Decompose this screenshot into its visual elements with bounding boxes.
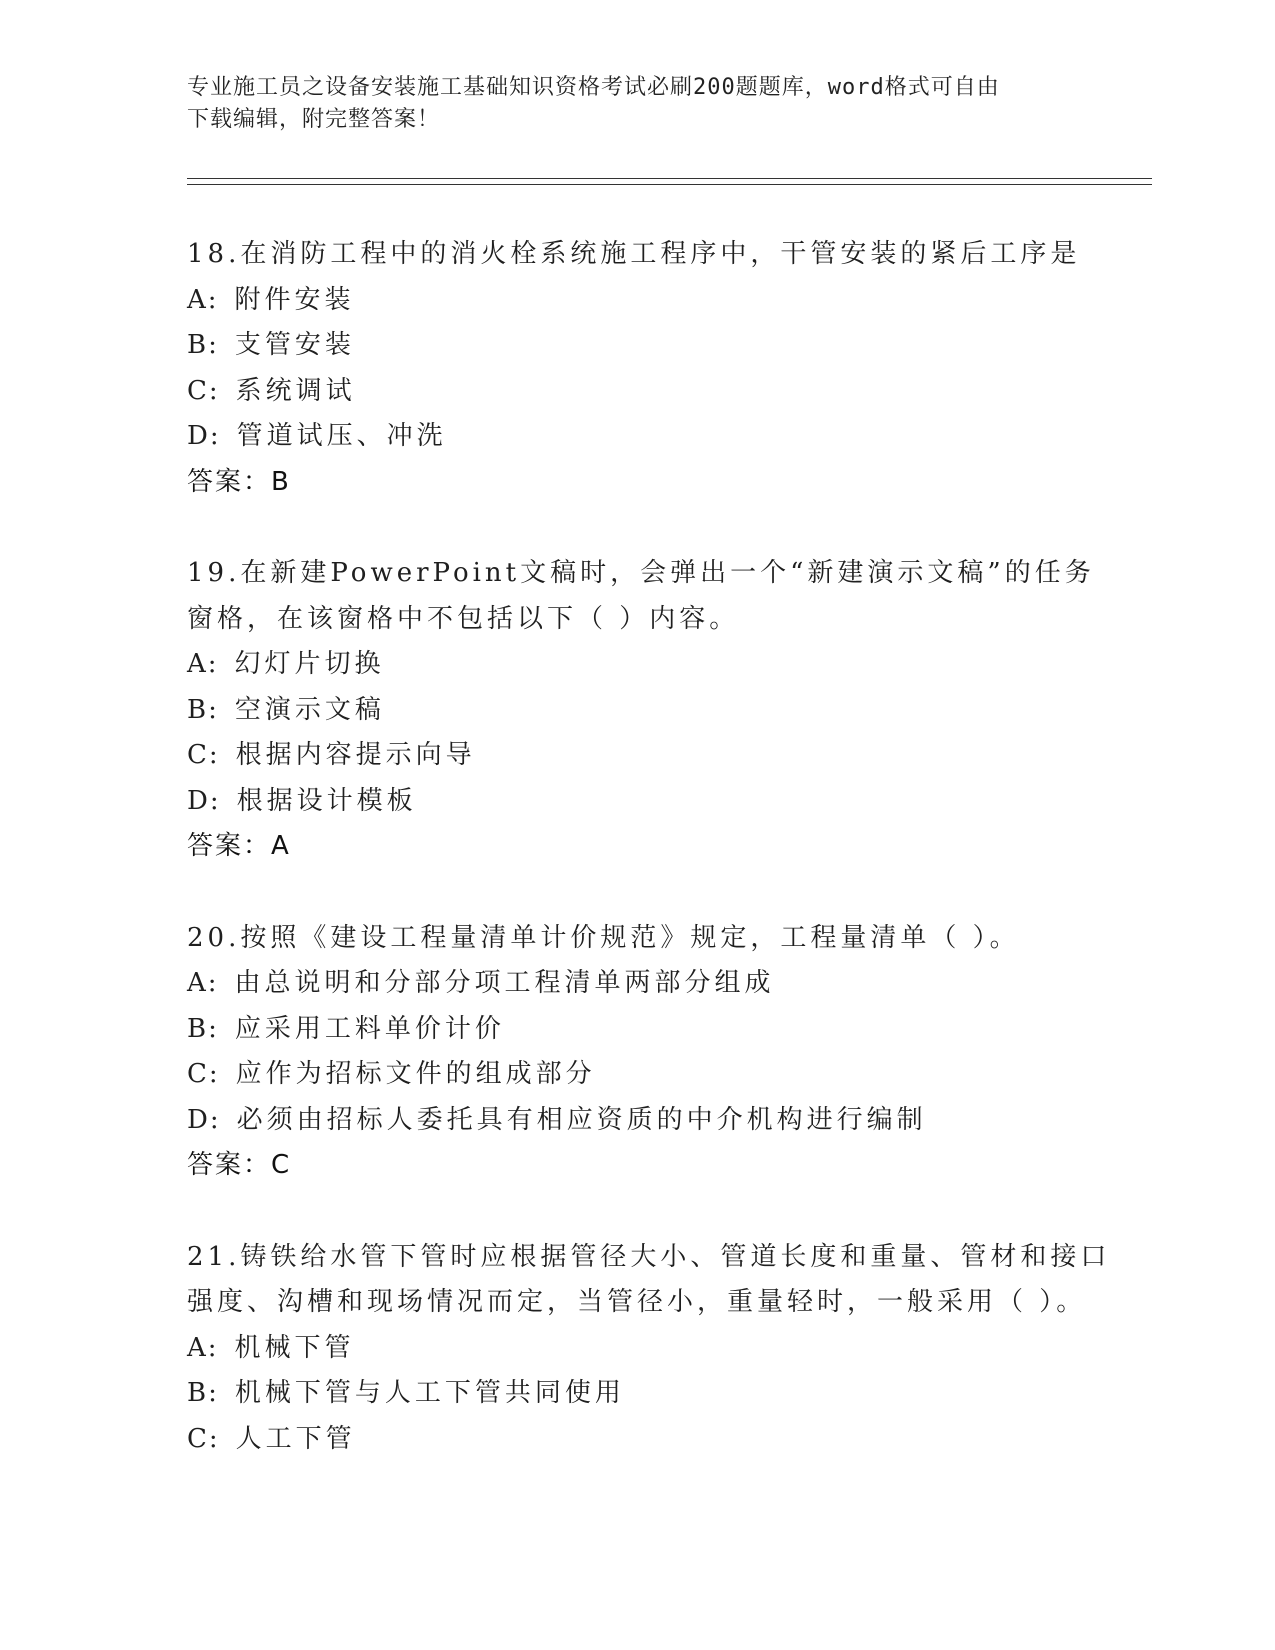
option-c <box>187 733 1147 779</box>
option-text: 空演示文稿 <box>234 694 385 725</box>
option-d <box>187 1098 1147 1144</box>
option-b <box>187 323 1147 369</box>
option-text: 幻灯片切换 <box>234 649 385 679</box>
stem-line: 21.铸铁给水管下管时应根据管径大小、管道长度和重量、管材和接口 <box>187 1241 1111 1272</box>
option-text: 由总说明和分部分项工程清单两部分组成 <box>234 968 775 998</box>
option-b <box>187 1371 1147 1417</box>
option-label: D: <box>187 785 221 816</box>
option-a <box>187 1326 1147 1372</box>
question-21 <box>187 1235 1147 1463</box>
option-c <box>187 1052 1147 1098</box>
option-d <box>187 779 1147 825</box>
stem-line: 20.按照《建设工程量清单计价规范》规定，工程量清单（ ）。 <box>187 922 1020 953</box>
question-18 <box>187 232 1147 505</box>
option-d <box>187 414 1147 460</box>
option-text: 应作为招标文件的组成部分 <box>235 1059 596 1089</box>
document-header <box>187 72 1087 136</box>
option-label: B: <box>187 694 219 725</box>
option-label: D: <box>187 421 221 451</box>
option-label: A: <box>187 649 219 679</box>
option-c <box>187 369 1147 415</box>
option-c <box>187 1417 1147 1463</box>
option-b <box>187 1007 1147 1053</box>
stem-line: 18.在消防工程中的消火栓系统施工程序中，干管安装的紧后工序是 <box>187 239 1081 269</box>
question-list <box>187 232 1147 1508</box>
stem-line: 窗格，在该窗格中不包括以下（ ）内容。 <box>187 603 740 634</box>
answer-line: 答案：C <box>187 1150 292 1180</box>
option-a <box>187 278 1147 324</box>
header-divider-bottom <box>187 184 1152 185</box>
option-text: 必须由招标人委托具有相应资质的中介机构进行编制 <box>236 1104 927 1135</box>
answer-line: 答案：A <box>187 831 291 861</box>
option-text: 人工下管 <box>235 1423 356 1454</box>
question-stem <box>187 1235 1147 1326</box>
option-text: 机械下管与人工下管共同使用 <box>234 1378 625 1408</box>
option-text: 根据内容提示向导 <box>235 740 476 770</box>
option-label: C: <box>187 375 220 406</box>
question-stem <box>187 232 1147 278</box>
stem-line: 强度、沟槽和现场情况而定，当管径小，重量轻时，一般采用（ ）。 <box>187 1287 1087 1317</box>
header-line-1: 专业施工员之设备安装施工基础知识资格考试必刷200题题库，word格式可自由 <box>187 75 1000 100</box>
option-text: 系统调试 <box>235 375 356 406</box>
question-stem <box>187 916 1147 962</box>
answer-line: 答案：B <box>187 466 291 497</box>
header-line-2: 下载编辑，附完整答案！ <box>187 107 441 132</box>
question-19 <box>187 551 1147 870</box>
header-divider-top <box>187 178 1152 179</box>
option-label: D: <box>187 1104 221 1135</box>
option-text: 根据设计模板 <box>236 785 417 816</box>
option-label: A: <box>187 284 219 315</box>
option-text: 支管安装 <box>234 330 355 360</box>
option-text: 附件安装 <box>234 284 355 315</box>
option-label: B: <box>187 330 219 360</box>
question-20 <box>187 916 1147 1189</box>
option-label: C: <box>187 1423 220 1454</box>
option-b <box>187 688 1147 734</box>
option-text: 机械下管 <box>234 1332 355 1363</box>
option-label: C: <box>187 740 220 770</box>
option-label: B: <box>187 1378 219 1408</box>
option-a <box>187 642 1147 688</box>
option-label: A: <box>187 968 219 998</box>
option-label: B: <box>187 1013 219 1044</box>
option-a <box>187 961 1147 1007</box>
option-text: 应采用工料单价计价 <box>234 1013 505 1044</box>
option-text: 管道试压、冲洗 <box>236 421 447 451</box>
question-stem <box>187 551 1147 642</box>
option-label: C: <box>187 1059 220 1089</box>
stem-line: 19.在新建PowerPoint文稿时，会弹出一个“新建演示文稿”的任务 <box>187 558 1095 588</box>
option-label: A: <box>187 1332 219 1363</box>
